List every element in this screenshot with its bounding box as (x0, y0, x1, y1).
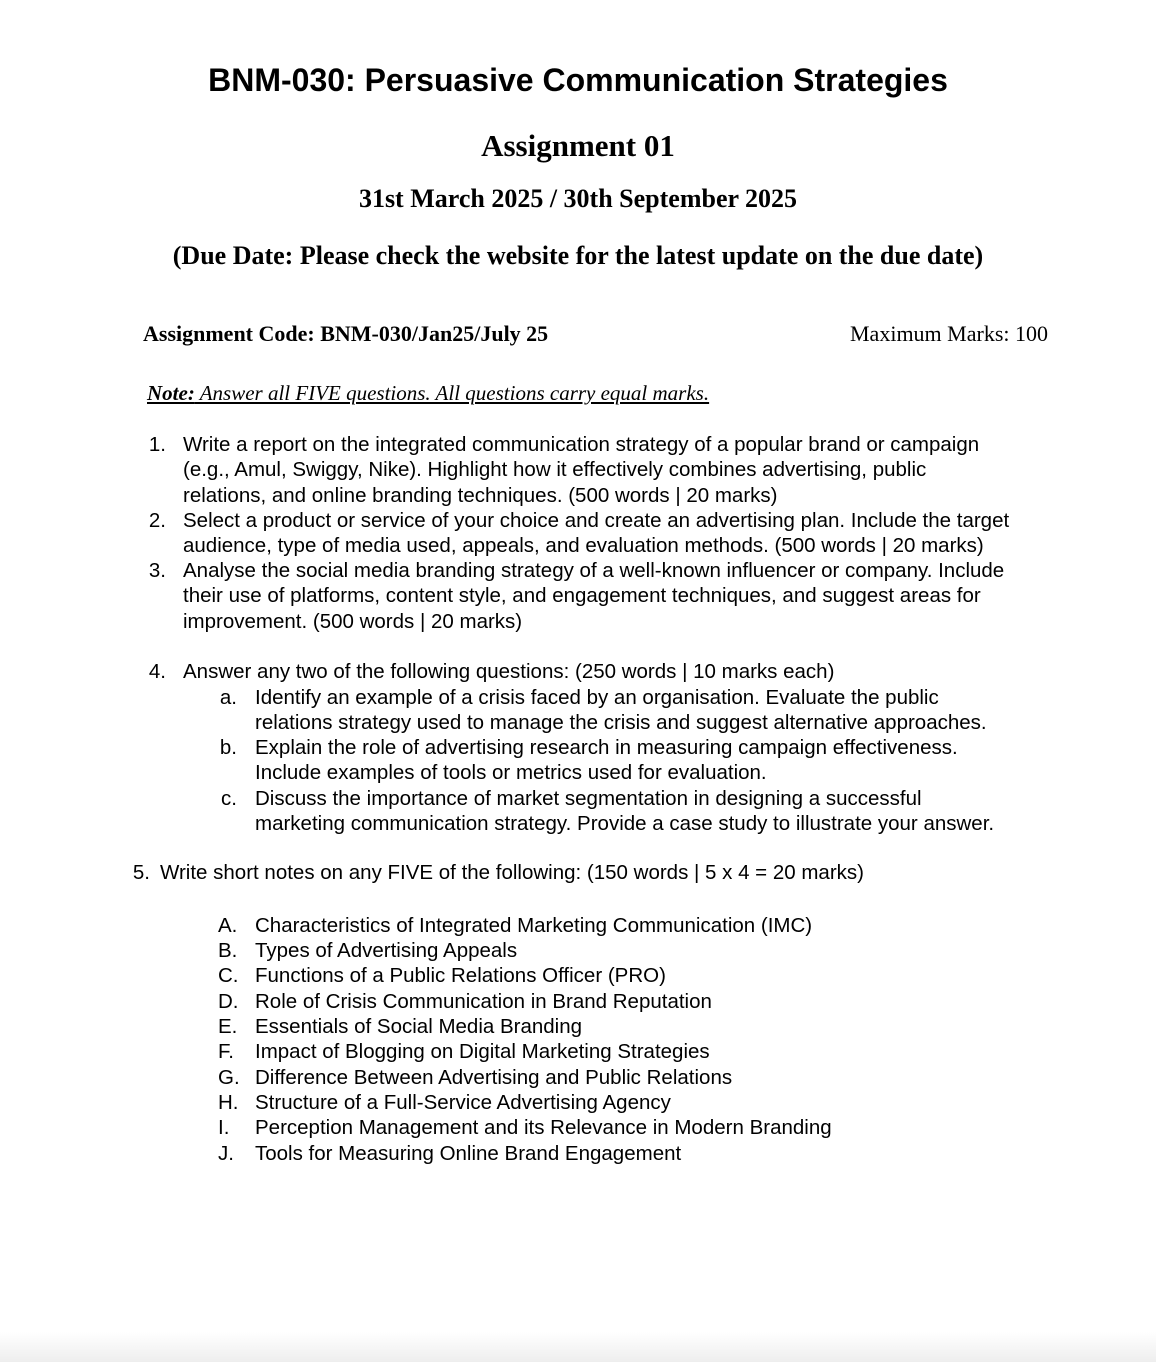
question-number: 3. (148, 559, 166, 582)
sub-question-label: b. (219, 736, 237, 759)
short-note-label: H. (218, 1091, 239, 1114)
short-note-label: B. (218, 939, 238, 962)
sub-question-line: Discuss the importance of market segmentation in designing a successful (255, 787, 922, 810)
session-dates: 31st March 2025 / 30th September 2025 (358, 184, 798, 213)
instructions-note (147, 381, 709, 406)
sub-question-label: c. (221, 787, 237, 810)
page-bottom-shadow (0, 1332, 1156, 1362)
question-text (183, 508, 1009, 559)
question-number: 4. (148, 660, 166, 683)
sub-question-text (255, 786, 994, 837)
short-note-text: Perception Management and its Relevance in Modern Branding (255, 1116, 832, 1139)
assignment-code: Assignment Code: BNM-030/Jan25/July 25 (143, 321, 549, 346)
question-line: (e.g., Amul, Swiggy, Nike). Highlight how it effectively combines advertising, public (183, 458, 927, 482)
course-title: BNM-030: Persuasive Communication Strategies (208, 62, 948, 98)
short-note-text: Structure of a Full-Service Advertising Agency (255, 1091, 671, 1114)
short-note-text: Impact of Blogging on Digital Marketing Strategies (255, 1040, 710, 1063)
question-number: 2. (148, 509, 166, 532)
short-note-label: F. (218, 1040, 234, 1063)
sub-question-line: marketing communication strategy. Provide a case study to illustrate your answer. (255, 812, 995, 836)
maximum-marks: Maximum Marks: 100 (850, 321, 1048, 346)
short-note-label: E. (218, 1015, 238, 1038)
question-text: Answer any two of the following questions: (250 words | 10 marks each) (183, 660, 835, 683)
sub-question-text (255, 735, 958, 786)
short-note-text: Tools for Measuring Online Brand Engagement (255, 1142, 682, 1165)
sub-question-line: relations strategy used to manage the crisis and suggest alternative approaches. (255, 711, 987, 735)
question-number: 5. (132, 861, 150, 884)
question-line: Write a report on the integrated communication strategy of a popular brand or campaign (183, 433, 980, 456)
short-note-text: Role of Crisis Communication in Brand Reputation (255, 990, 712, 1013)
short-note-text: Functions of a Public Relations Officer (PRO) (255, 964, 666, 987)
question-text (183, 558, 1004, 634)
sub-question-label: a. (219, 686, 237, 709)
short-note-text: Characteristics of Integrated Marketing Communication (IMC) (255, 914, 813, 937)
short-note-text: Difference Between Advertising and Public Relations (255, 1066, 733, 1089)
note-text: Answer all FIVE questions. All questions carry equal marks. (194, 381, 710, 405)
question-text: Write short notes on any FIVE of the following: (150 words | 5 x 4 = 20 marks) (160, 861, 864, 884)
short-note-label: D. (218, 990, 239, 1013)
short-note-label: A. (218, 914, 238, 937)
question-line: their use of platforms, content style, and engagement techniques, and suggest areas for (183, 584, 981, 608)
sub-question-line: Identify an example of a crisis faced by an organisation. Evaluate the public (255, 686, 939, 709)
question-number: 1. (148, 433, 166, 456)
question-text (183, 432, 979, 508)
question-line: relations, and online branding techniques. (500 words | 20 marks) (183, 483, 778, 507)
sub-question-text (255, 685, 987, 736)
short-note-text: Types of Advertising Appeals (255, 939, 518, 962)
short-note-text: Essentials of Social Media Branding (255, 1015, 583, 1038)
short-note-label: G. (218, 1066, 240, 1089)
sub-question-line: Explain the role of advertising research in measuring campaign effectiveness. (255, 736, 958, 759)
question-line: audience, type of media used, appeals, and evaluation methods. (500 words | 20 marks) (183, 534, 984, 558)
due-date-notice: (Due Date: Please check the website for the latest update on the due date) (172, 241, 984, 270)
short-note-label: I. (218, 1116, 230, 1139)
question-line: Select a product or service of your choice and create an advertising plan. Include the target (183, 509, 1010, 532)
note-label: Note: (147, 381, 195, 405)
short-note-label: J. (218, 1142, 234, 1165)
sub-question-line: Include examples of tools or metrics used for evaluation. (255, 761, 767, 785)
assignment-number: Assignment 01 (481, 128, 675, 163)
question-line: improvement. (500 words | 20 marks) (183, 609, 523, 633)
short-note-label: C. (218, 964, 239, 987)
question-line: Analyse the social media branding strategy of a well-known influencer or company. Include (183, 559, 1005, 582)
